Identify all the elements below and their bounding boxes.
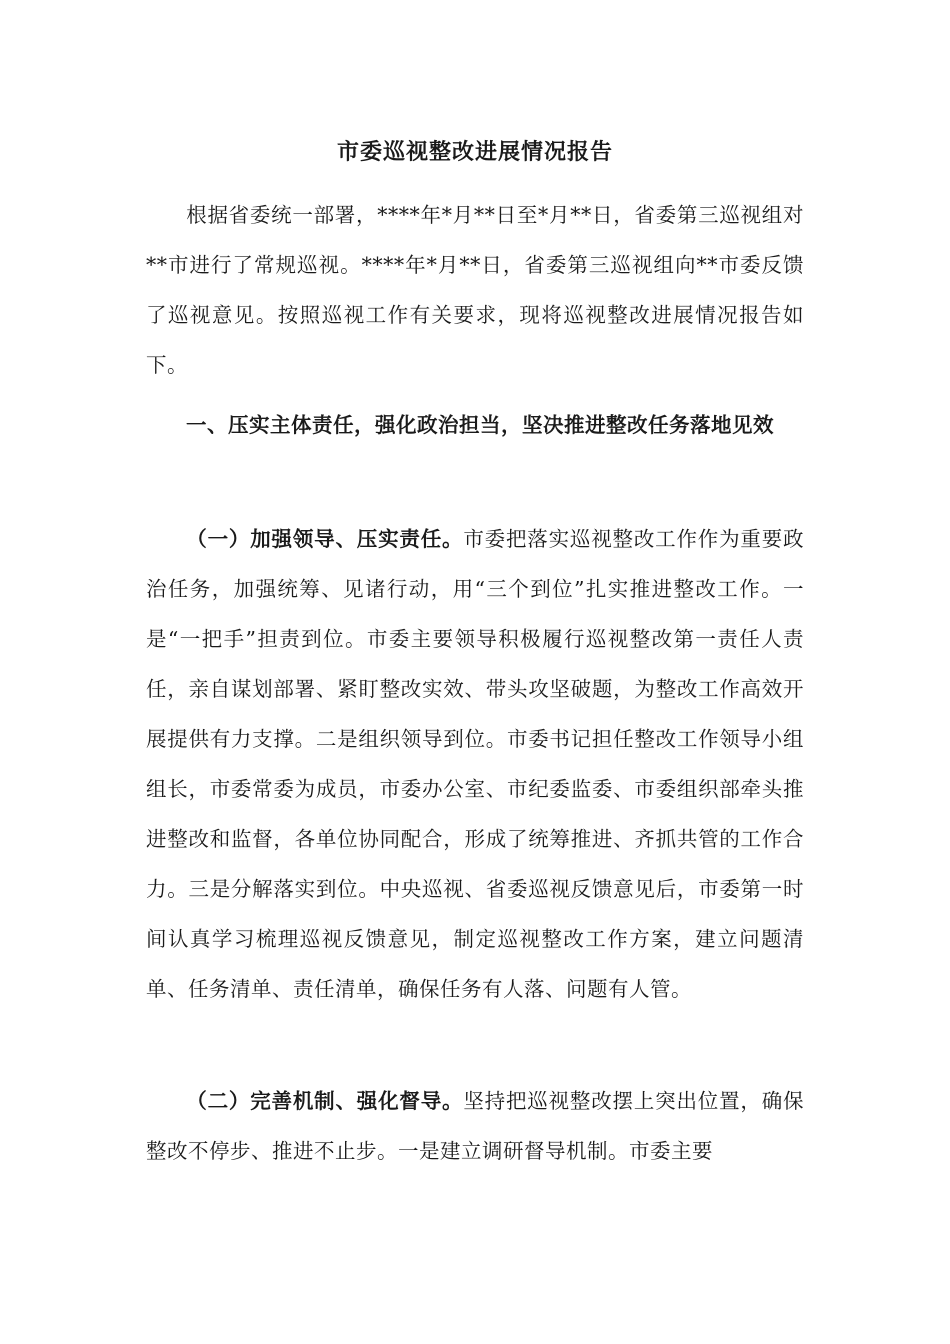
section-heading-1 bbox=[146, 400, 804, 450]
subsection-body-1: 市委把落实巡视整改工作作为重要政治任务，加强统筹、见诸行动，用“三个到位”扎实推进整改工作。一是“一把手”担责到位。市委主要领导积极履行巡视整改第一责任人责任，亲自谋划部署、紧盯整改实效、带头攻坚破题，为整改工作高效开展提供有力支撑。二是组织领导到位。市委书记担任整改工作领导小组组长，市委常委为成员，市委办公室、市纪委监委、市委组织部牵头推进整改和监督，各单位协同配合，形成了统筹推进、齐抓共管的工作合力。三是分解落实到位。中央巡视、省委巡视反馈意见后，市委第一时间认真学习梳理巡视反馈意见，制定巡视整改工作方案，建立问题清单、任务清单、责任清单，确保任务有人落、问题有人管。 bbox=[146, 527, 805, 1001]
intro-paragraph bbox=[146, 190, 804, 390]
section-heading-text: 一、压实主体责任，强化政治担当，坚决推进整改任务落地见效 bbox=[186, 413, 774, 437]
document-title: 市委巡视整改进展情况报告 bbox=[336, 139, 613, 165]
subsection-lead-2: （二）完善机制、强化督导。 bbox=[186, 1089, 464, 1113]
intro-text: 根据省委统一部署，****年*月**日至*月**日，省委第三巡视组对**市进行了常规巡视。****年*月**日，省委第三巡视组向**市委反馈了巡视意见。按照巡视工作有关要求，现将巡视整改进展情况报告如下。 bbox=[146, 203, 804, 377]
subsection-paragraph-2 bbox=[146, 1076, 804, 1176]
subsection-lead-1: （一）加强领导、压实责任。 bbox=[186, 527, 464, 551]
subsection-paragraph-1 bbox=[146, 514, 804, 1014]
subsection-body-2: 坚持把巡视整改摆上突出位置，确保整改不停步、推进不止步。一是建立调研督导机制。市委主要 bbox=[146, 1089, 805, 1163]
